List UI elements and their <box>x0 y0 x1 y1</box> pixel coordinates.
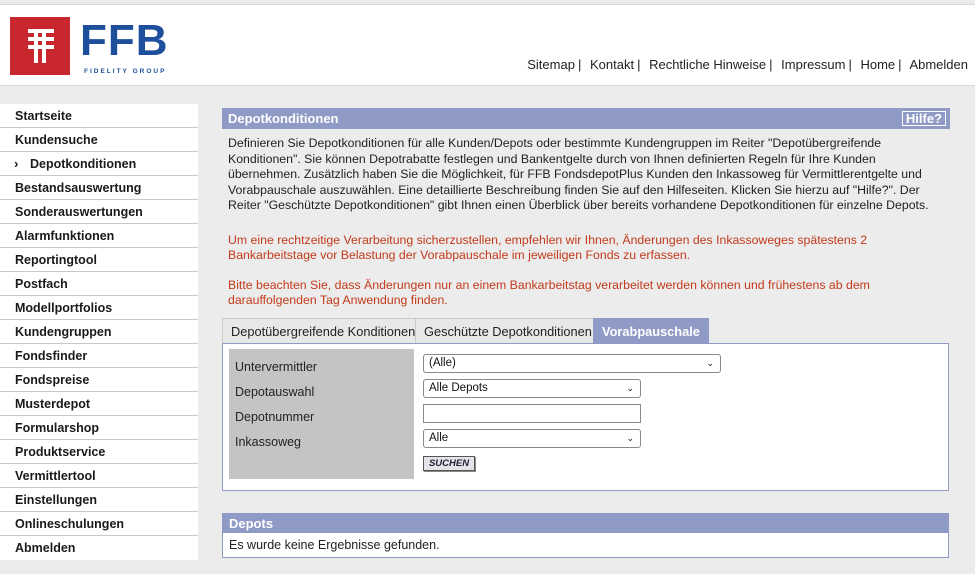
filter-form-panel <box>222 343 949 491</box>
sidebar-item-bestandsauswertung[interactable]: Bestandsauswertung <box>0 176 198 200</box>
top-navigation <box>527 57 968 72</box>
page-title: Depotkonditionen <box>228 111 339 126</box>
inkassoweg-select[interactable] <box>423 429 641 448</box>
topnav-abmelden[interactable]: Abmelden <box>909 57 968 72</box>
intro-text: Definieren Sie Depotkonditionen für alle Kunden/Depots oder bestimmte Kundengruppen im Reiter "Depotübergreifende Konditionen". Sie können Depotrabatte festlegen und Bankentgelte durch von Ihnen definierten Regeln für Ihre Kunden übernehmen. Zusätzlich haben Sie die Möglichkeit, für FFB FondsdepotPlus Kunden den Inkassoweg für Vermittlerentgelte und Vorabpauschale auszuwählen. Eine detaillierte Beschreibung finden Sie auf den Hilfeseiten. Klicken Sie hierzu auf "Hilfe?". Der Reiter "Geschützte Depotkonditionen" gibt Ihnen einen Überblick über bereits vorhandene Depotkonditionen für einzelne Depots. <box>228 136 929 212</box>
depots-title-bar <box>223 514 948 533</box>
sidebar-item-onlineschulungen[interactable]: Onlineschulungen <box>0 512 198 536</box>
chevron-down-icon: ⌄ <box>706 358 714 368</box>
untervermittler-label: Untervermittler <box>235 360 317 374</box>
sidebar-item-formularshop[interactable]: Formularshop <box>0 416 198 440</box>
tab-vorabpauschale[interactable]: Vorabpauschale <box>593 318 709 343</box>
topnav-separator: | <box>637 57 641 72</box>
inkassoweg-label: Inkassoweg <box>235 435 302 449</box>
sidebar-item-fondsfinder[interactable]: Fondsfinder <box>0 344 198 368</box>
sidebar-item-reportingtool[interactable]: Reportingtool <box>0 248 198 272</box>
sidebar-nav <box>0 104 198 560</box>
topnav-sitemap[interactable]: Sitemap <box>527 57 575 72</box>
sidebar-item-postfach[interactable]: Postfach <box>0 272 198 296</box>
topnav-home[interactable]: Home <box>860 57 896 72</box>
depots-title: Depots <box>229 516 274 531</box>
suchen-button[interactable]: SUCHEN <box>423 456 475 471</box>
sidebar-item-startseite[interactable]: Startseite <box>0 104 198 128</box>
sidebar-item-kundengruppen[interactable]: Kundengruppen <box>0 320 198 344</box>
sidebar-item-sonderauswertungen[interactable]: Sonderauswertungen <box>0 200 198 224</box>
inkassoweg-value: Alle <box>429 432 449 444</box>
warning-text-bankarbeitstag: Bitte beachten Sie, dass Änderungen nur an einem Bankarbeitstag verarbeitet werden können und frühestens ab dem darauffolgenden Tag Anwendung finden. <box>228 277 870 307</box>
topnav-impressum[interactable]: Impressum <box>781 57 846 72</box>
depotauswahl-value: Alle Depots <box>429 382 488 394</box>
no-results-message: Es wurde keine Ergebnisse gefunden. <box>229 538 440 552</box>
chevron-right-icon: › <box>14 156 19 171</box>
sidebar-item-musterdepot[interactable]: Musterdepot <box>0 392 198 416</box>
main-content <box>222 108 950 552</box>
topnav-separator: | <box>848 57 852 72</box>
page-title-bar <box>222 108 950 129</box>
sidebar-item-alarmfunktionen[interactable]: Alarmfunktionen <box>0 224 198 248</box>
sidebar-item-vermittlertool[interactable]: Vermittlertool <box>0 464 198 488</box>
depots-results-panel <box>222 513 949 558</box>
chevron-down-icon: ⌄ <box>626 433 634 443</box>
depotnummer-input[interactable] <box>423 404 641 423</box>
ffb-logo-mark[interactable] <box>10 17 70 75</box>
topnav-kontakt[interactable]: Kontakt <box>589 57 635 72</box>
sidebar-item-kundensuche[interactable]: Kundensuche <box>0 128 198 152</box>
sidebar-item-abmelden[interactable]: Abmelden <box>15 541 76 555</box>
sidebar-item-depotkonditionen[interactable] <box>0 152 198 176</box>
topnav-rechtliche-hinweise[interactable]: Rechtliche Hinweise <box>649 57 767 72</box>
sidebar-item-produktservice[interactable]: Produktservice <box>0 440 198 464</box>
untervermittler-select[interactable] <box>423 354 721 373</box>
tab-depotuebergreifende-konditionen[interactable]: Depotübergreifende Konditionen <box>222 318 424 343</box>
depotnummer-label: Depotnummer <box>235 410 315 424</box>
warning-text-inkassoweg: Um eine rechtzeitige Verarbeitung sicherzustellen, empfehlen wir Ihnen, Änderungen des Inkassoweges spätestens 2 Bankarbeitstage vor Belastung der Vorabpauschale im jeweiligen Fonds zu erfassen. <box>228 232 868 262</box>
topnav-separator: | <box>898 57 902 72</box>
ffb-logo-subtitle: FIDELITY GROUP <box>84 68 167 75</box>
tab-geschuetzte-depotkonditionen[interactable]: Geschützte Depotkonditionen <box>415 318 601 343</box>
untervermittler-value: (Alle) <box>429 357 456 369</box>
form-label-column <box>229 349 414 479</box>
depotauswahl-select[interactable] <box>423 379 641 398</box>
sidebar-item-modellportfolios[interactable]: Modellportfolios <box>0 296 198 320</box>
sidebar-item-einstellungen[interactable]: Einstellungen <box>0 488 198 512</box>
topnav-separator: | <box>577 57 582 72</box>
sidebar-item-fondspreise[interactable]: Fondspreise <box>0 368 198 392</box>
sidebar-item-label: Depotkonditionen <box>30 157 137 171</box>
depotauswahl-label: Depotauswahl <box>235 385 315 399</box>
fidelity-f-icon <box>10 17 70 75</box>
chevron-down-icon: ⌄ <box>626 383 634 393</box>
help-button[interactable]: Hilfe? <box>902 111 946 126</box>
ffb-logo-text[interactable]: FFB <box>80 16 169 65</box>
page-header <box>0 4 975 86</box>
topnav-separator: | <box>769 57 773 72</box>
